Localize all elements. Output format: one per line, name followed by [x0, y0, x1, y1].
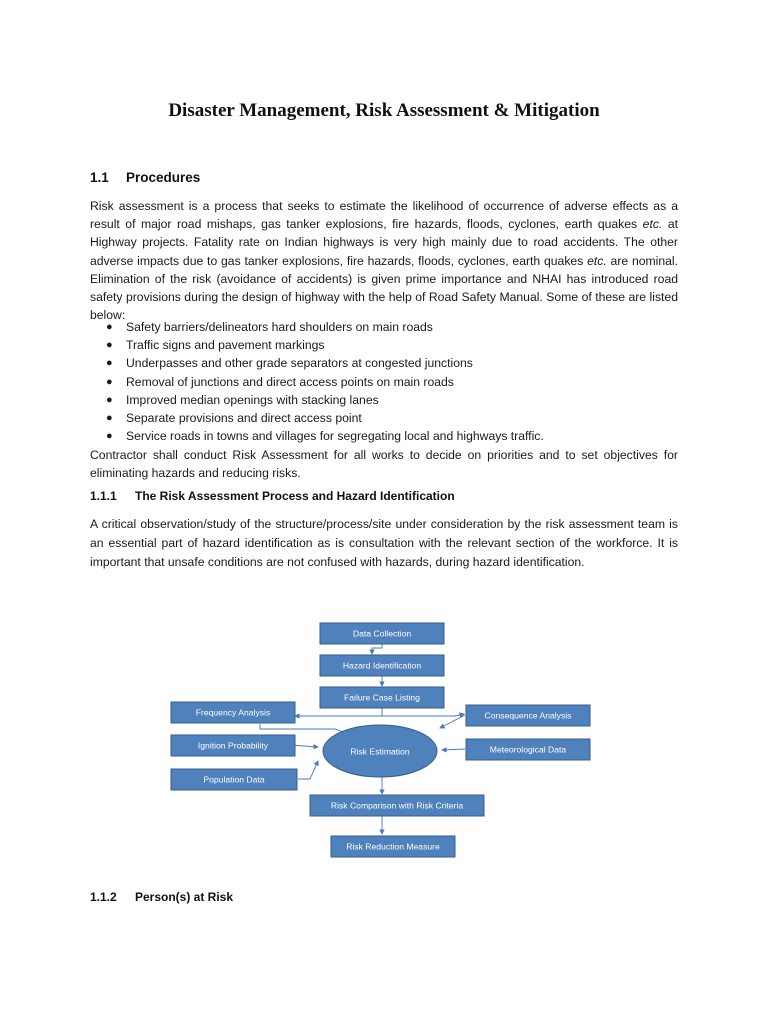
node-risk-reduction [331, 836, 455, 857]
svg-text:Risk Comparison with Risk Crit: Risk Comparison with Risk Criteria [330, 800, 464, 811]
svg-text:Data Collection: Data Collection [352, 628, 412, 639]
section-title: Procedures [126, 170, 201, 185]
subsection-heading-1-1-2: 1.1.2 Person(s) at Risk [90, 890, 234, 904]
subsection-heading-1-1-1: 1.1.1 The Risk Assessment Process and Hazard Identification [90, 489, 455, 503]
svg-text:Population Data: Population Data [203, 774, 265, 785]
node-hazard-identification [320, 655, 444, 676]
section-heading [90, 170, 200, 185]
node-consequence-analysis [466, 705, 590, 726]
list-item: ● Removal of junctions and direct access points on main roads [90, 373, 678, 391]
bullet-icon: ● [106, 339, 113, 352]
svg-text:Risk Estimation: Risk Estimation [350, 746, 410, 757]
intro-paragraph: Risk assessment is a process that seeks to estimate the likelihood of occurrence of adverse effects as a result of major road mishaps, gas tanker explosions, fire hazards, floods, cyclones, earth quakes etc. at Highway projects. Fatality rate on Indian highways is very high mainly due to road accidents. The other adverse impacts due to gas tanker explosions, fire hazards, floods, cyclones, earth quakes etc. are nominal. Elimination of the risk (avoidance of accidents) is given prime importance and NHAI has introduced road safety provisions during the design of highway with the help of Road Safety Manual. Some of these are listed below: [90, 199, 679, 323]
node-population-data [171, 769, 297, 790]
svg-text:Hazard Identification: Hazard Identification [342, 660, 422, 671]
svg-text:Failure Case Listing: Failure Case Listing [344, 692, 420, 703]
node-risk-comparison [310, 795, 484, 816]
hazard-identification-paragraph: A critical observation/study of the structure/process/site under consideration by the risk assessment team is an essential part of hazard identification as is consultation with the relevant section of the workforce. It is important that unsafe conditions are not confused with hazards, during hazard identification. [90, 517, 678, 570]
page-title: Disaster Management, Risk Assessment & Mitigation [168, 100, 600, 121]
list-item: ● Traffic signs and pavement markings [90, 336, 678, 354]
list-item: ● Improved median openings with stacking lanes [90, 391, 678, 409]
bullet-icon: ● [106, 412, 113, 425]
svg-text:Meteorological Data: Meteorological Data [489, 744, 567, 755]
bullet-icon: ● [106, 430, 113, 443]
svg-text:Risk Reduction Measure: Risk Reduction Measure [346, 841, 440, 852]
bullet-icon: ● [106, 321, 113, 333]
bullet-icon: ● [106, 393, 113, 406]
risk-assessment-flowchart [0, 610, 768, 870]
node-meteorological-data [466, 739, 590, 760]
list-item: ● Separate provisions and direct access point [90, 409, 678, 427]
node-failure-case-listing [320, 687, 444, 708]
contractor-paragraph: Contractor shall conduct Risk Assessment for all works to decide on priorities and to set objectives for eliminating hazards and reducing risks. [90, 448, 678, 481]
safety-provisions-list [90, 318, 678, 445]
list-item: ● Service roads in towns and villages for segregating local and highways traffic. [90, 427, 678, 445]
node-risk-estimation [323, 725, 437, 777]
node-frequency-analysis [171, 702, 295, 723]
bullet-icon: ● [106, 357, 113, 370]
svg-text:Consequence Analysis: Consequence Analysis [484, 710, 572, 721]
list-item: ● Underpasses and other grade separators at congested junctions [90, 354, 678, 372]
svg-text:Ignition Probability: Ignition Probability [197, 740, 269, 751]
node-ignition-probability [171, 735, 295, 756]
section-number: 1.1 [90, 170, 109, 185]
bullet-icon: ● [106, 375, 113, 388]
svg-text:Frequency Analysis: Frequency Analysis [195, 707, 271, 718]
node-data-collection [320, 623, 444, 644]
list-item: ● Safety barriers/delineators hard shoulders on main roads [90, 318, 678, 336]
